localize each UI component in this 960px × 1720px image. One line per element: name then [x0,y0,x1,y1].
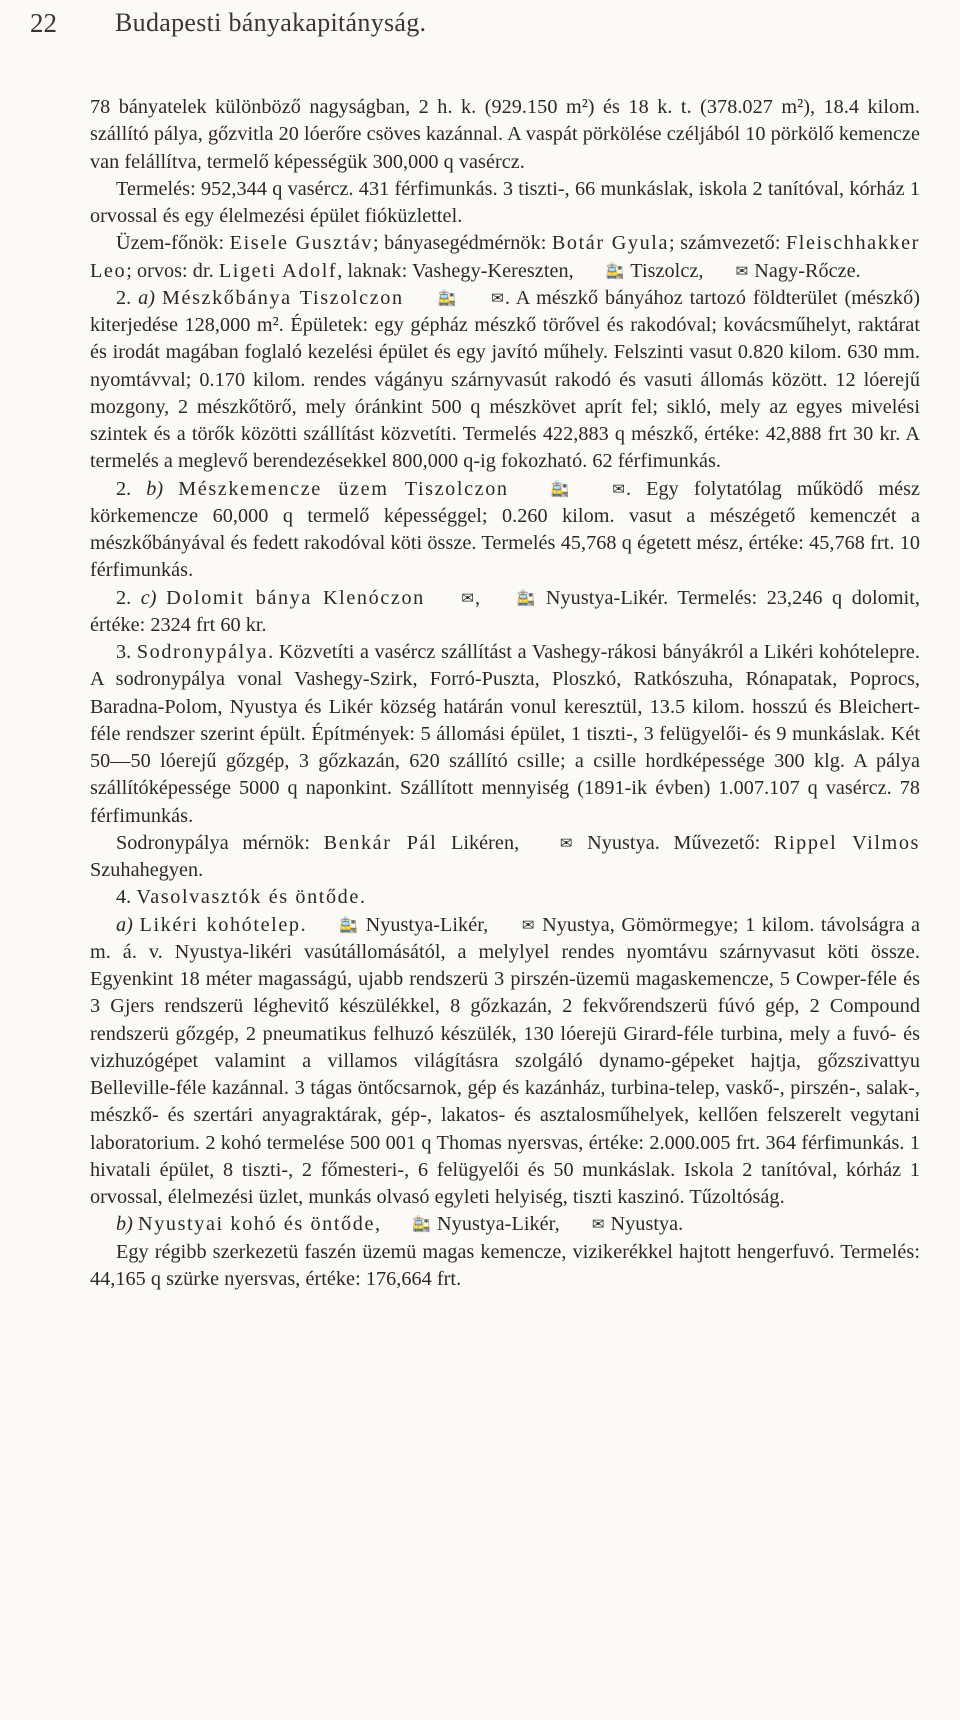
text-run [133,914,140,936]
text-run: Szuhahegyen. [90,859,204,881]
item-letter: b) [116,1213,133,1236]
text-run: . A mészkő bányához tartozó földterület (mészkő) kiterjedése 128,000 m². Épületek: egy gépház mészkő törővel és rakodóval; kovácsműhelyt, raktárat és irodát magában foglaló kezelési épület és egy javító műhely. Felszinti vasut 0.820 kilom. 630 mm. nyomtávval; 0.170 kilom. rendes vágányu szárnyvasút rakodó és vasuti állomás között. 12 lóerejű mozgony, 2 mészkőtörő, mely óránkint 500 q mészkövet aprít fel; sikló, mely az egyes mivelési szintek és a törők közötti szállítást közvetíti. Termelés 422,883 q mészkő, értéke: 42,888 frt 30 kr. A termelés a meglevő berendezésekkel 800,000 q-ig fokozható. 62 férfimunkás. [90,286,920,473]
text-run: Nyustya. [605,1213,684,1236]
text-run: , laknak: Vashegy-Kereszten, [337,259,579,282]
text-run: , [475,586,490,609]
text-run: Sodronypálya mérnök: [116,831,324,854]
railway-station-icon: 🚉 [437,288,457,307]
post-office-icon: ✉ [591,1215,605,1234]
post-office-icon: ✉ [559,833,573,852]
text-run: . [359,886,366,909]
text-run: Tiszolcz, [625,259,709,282]
spaced-name: Ligeti Adolf [218,259,338,282]
text-run: . Közvetíti a vasércz szállítást a Vashegy-rákosi bányákról a Likéri kohótelepre. A sodronypálya vonal Vashegy-Szirk, Forró-Puszta, Ploszkó, Ratkószuha, Rónapatak, Poprocs, Baradna-Polom, Nyustya és Likér község határán vonul keresztül, 13.5 kilom. hosszú és Bleichert-féle rendszer szerint épült. Építmények: 5 állomási épület, 1 tiszti-, 3 felügyelői- és 9 munkáslak. Két 50—50 lóerejű gőzgép, 3 gőzkazán, 620 szállító csille; a csille hordképessége 300 klg. A pálya szállítóképessége 5000 q naponkint. Szállított mennyiség (1891-ik évben) 1.007.107 q vasércz. 78 férfimunkás. [90,641,920,827]
text-run: 2. [116,586,141,609]
spaced-name: Sodronypálya [136,641,269,663]
text-run: Nyustya. Művezető: [573,831,774,854]
text-run: Nyustya, Gömörmegye; 1 kilom. távolságra a m. á. v. Nyustya-likéri vasútállomásától, a melylyel rendes nyomtávu szárnyvasut köti össze. Egyenkint 18 méter magasságú, ujabb rendszerü 3 pirszén-üzemü magaskemencze, 5 Cowper-féle és 3 Gjers rendszerü léghevitő készülékkel, 8 gőzkazán, 2 fekvőrendszerü fúvó gép, 2 Compound rendszerü gőzgép, 2 pneumatikus felhuzó készülék, 130 lóerejü Girard-féle turbina, mely a fuvó- és vizhuzógépet valamint a villamos világításra szolgáló dynamo-gépeket hajtja, gőzszivattyu Belleville-féle kazánnal. 3 tágas öntőcsarnok, gép és kazánház, turbina-telep, vaskő-, pirszén-, salak-, mészkő- és szertári anyagraktárak, gép-, lakatos- és asztalosműhelyek, kellően felszerelt vegytani laboratorium. 2 kohó termelése 500 001 q Thomas nyersvas, értéke: 2.000.005 frt. 364 férfimunkás. 1 hivatali épület, 8 tiszti-, 2 főmesteri-, 6 felügyelői és 50 munkáslak. Iskola 2 tanítóval, kórház 1 orvossal, élelmezési üzlet, munkás olvasó egyleti helyiség, tiszti kaszinó. Tűzoltóság. [90,913,920,1208]
body-text [90,94,920,1293]
text-run: 3. [116,641,137,663]
text-run: ; bányasegédmérnök: [372,232,552,255]
spaced-name: Nyustyai kohó és öntőde [138,1213,376,1236]
paragraph [90,830,920,885]
text-run: ; orvos: dr. [126,259,219,282]
text-run: . [300,913,313,936]
text-run: 4. [116,886,137,909]
railway-station-icon: 🚉 [550,479,570,498]
spaced-name: Mészkőbánya Tiszolczon [161,286,404,309]
railway-station-icon: 🚉 [339,915,359,934]
railway-station-icon: 🚉 [605,261,625,280]
post-office-icon: ✉ [491,288,504,307]
item-letter: a) [138,286,156,309]
text-run: ; számvezető: [669,232,786,255]
item-letter: a) [116,913,133,936]
text-run: 2. [116,286,139,309]
spaced-name: Likéri kohótelep [139,913,301,936]
spaced-name: Mészkemencze üzem Tiszolczon [178,477,509,500]
paragraph [90,230,920,285]
spaced-name: Benkár Pál [323,831,438,854]
text-run: Nyustya-Likér. Termelés: 23,246 q dolomit, értéke: 2324 frt 60 kr. [90,586,920,636]
item-letter: b) [146,477,164,500]
spaced-name: Vasolvasztók és öntőde [136,886,360,909]
text-run: Egy régibb szerkezetü faszén üzemü magas kemencze, vizikerékkel hajtott hengerfuvó. Termelés: 44,165 q szürke nyersvas, értéke: 176,664 frt. [90,1240,920,1290]
text-run [457,287,464,309]
text-run: . Egy folytatólag működő mész körkemencze 60,000 q termelő képességgel; 0.260 kilom. vasut a mészégető kemenczét a mészkőbányával és fedett rakodóval köti össze. Termelés 45,768 q égetett mész, értéke: 45,768 frt. 10 férfimunkás. [90,477,921,582]
paragraph [90,176,920,231]
text-run [404,287,411,309]
paragraph [90,585,920,640]
spaced-name: Rippel Vilmos [773,831,920,854]
spaced-name: Dolomit bánya Klenóczon [166,586,425,609]
text-run: , [375,1213,386,1236]
page-header [30,8,930,48]
item-letter: c) [140,586,157,609]
text-run: Üzem-főnök: [116,232,230,255]
text-run: Termelés: 952,344 q vasércz. 431 férfimunkás. 3 tiszti-, 66 munkáslak, iskola 2 tanítóval, kórház 1 orvossal és egy élelmezési épület fióküzlettel. [90,177,920,227]
railway-station-icon: 🚉 [516,588,536,607]
paragraph [90,94,920,176]
text-run [155,287,162,309]
text-run: Nyustya-Likér, [359,913,495,936]
text-run [157,587,167,609]
post-office-icon: ✉ [521,915,535,934]
post-office-icon: ✉ [461,588,474,607]
page-number: 22 [30,8,57,38]
paragraph [90,639,920,830]
spaced-name: Eisele Gusztáv [229,232,373,255]
running-title: Budapesti bányakapitányság. [115,8,427,37]
spaced-name: Botár Gyula [551,232,670,255]
paragraph [90,285,920,476]
paragraph [90,1239,920,1294]
text-run: Likéren, [437,831,533,854]
text-run: 78 bányatelek különböző nagyságban, 2 h. k. (929.150 m²) és 18 k. t. (378.027 m²), 18.4 kilom. szállító pálya, gőzvitla 20 lóerőre csöves kazánnal. A vaspát pörkölése czéljából 10 pörkölő kemencze van felállítva, termelő képességük 300,000 q vasércz. [90,96,920,173]
paragraph [90,912,920,1212]
text-run [425,587,435,609]
post-office-icon: ✉ [612,479,626,498]
paragraph [90,1211,920,1238]
spaced-name: Fleischhakker Leo [90,232,920,282]
text-run [570,478,585,500]
paragraph [90,884,920,911]
text-run [509,478,524,500]
post-office-icon: ✉ [735,261,749,280]
text-run: 2. [116,477,147,500]
paragraph [90,476,920,585]
text-run: Nyustya-Likér, [431,1213,565,1236]
text-run: Nagy-Rőcze. [749,259,861,282]
railway-station-icon: 🚉 [412,1215,431,1234]
text-run [163,478,178,500]
